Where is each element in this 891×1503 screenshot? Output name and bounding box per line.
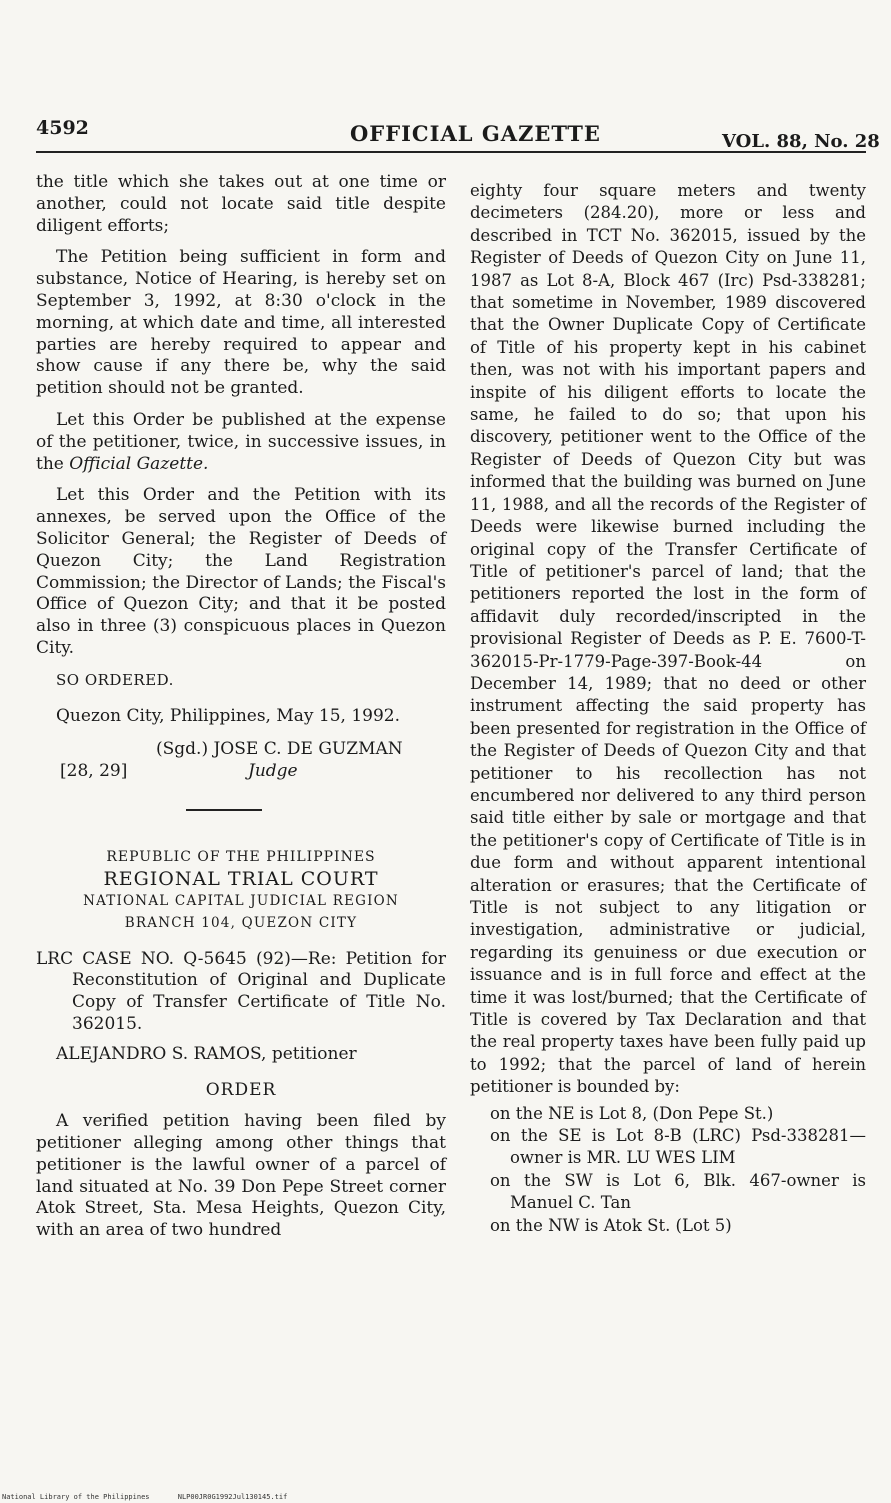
paragraph-petition: A verified petition having been filed by petitioner alleging among other things that petitioner is the lawful owner of a parcel of land situated at No. 39 Don Pepe Street corner Atok Street, Sta. Mesa Heights, Quezon City, with an area of two hundred [36,1111,446,1241]
court-branch: BRANCH 104, QUEZON CITY [124,914,358,931]
judge-title: Judge [248,761,298,782]
order-heading: ORDER [205,1079,277,1100]
paragraph-hearing: The Petition being sufficient in form and substance, Notice of Hearing, is hereby set on September 3, 1992, at 8:30 o'clock in the morning, at which date and time, all interested parties are hereby required to appear and show cause if any there be, why the said petition should not be granted. [36,247,446,399]
judge-signature: (Sgd.) JOSE C. DE GUZMAN [156,739,403,760]
scan-footer [2,1493,311,1501]
court-heading [36,847,446,934]
so-ordered: SO ORDERED. [56,670,174,689]
paragraph-publication: Let this Order be published at the expense of the petitioner, twice, in successive issues, in the Official Gazette. [36,409,446,474]
boundary-item: on the NE is Lot 8, (Don Pepe St.) [490,1103,774,1123]
paragraph-continued: the title which she takes out at one time or another, could not locate said title despite diligent efforts; [36,172,446,236]
gazette-name: Official Gazette. [69,453,209,474]
paragraph-petition-continued: eighty four square meters and twenty decimeters (284.20), more or less and described in TCT No. 362015, issued by the Register of Deeds of Quezon City on June 11, 1987 as Lot 8-A, Block 467 (Irc) Psd-338281; that sometime in November, 1989 discovered that the Owner Duplicate Copy of Certificate of Title of his property kept in his cabinet then, was not with his important papers and inspite of his diligent efforts to locate the same, he failed to do so; that upon his discovery, petitioner went to the Office of the Register of Deeds of Quezon City but was informed that the building was burned on June 11, 1988, and all the records of the Register of Deeds were likewise burned including the original copy of the Transfer Certificate of Title of petitioner's parcel of land; that the petitioners reported the lost in the form of affidavit duly recorded/inscripted in the provisional Register of Deeds as P. E. 7600-T-362015-Pr-1779-Page-397-Book-44 on December 14, 1989; that no deed or other instrument affecting the said property has been presented for registration in the Office of the Register of Deeds of Quezon City and that petitioner to his recollection has not encumbered nor delivered to any third person said title either by sale or mortgage and that the petitioner's copy of Certificate of Title is in due form and without apparent intentional alteration or erasures; that the Certificate of Title is not subject to any litigation or investigation, administrative or judicial, regarding its genuiness or due execution or issuance and is in full force and effect at the time it was lost/burned; that the Certificate of Title is covered by Tax Declaration and that the real property taxes have been fully paid up to 1992; that the parcel of land of herein petitioner is bounded by: [470,181,866,1097]
court-country: REPUBLIC OF THE PHILIPPINES [106,849,376,866]
court-region: NATIONAL CAPITAL JUDICIAL REGION [83,892,399,909]
petitioner-name: ALEJANDRO S. RAMOS, petitioner [56,1043,357,1064]
file-name: NLP00JR0G1992Jul130145.tif [177,1493,288,1501]
boundary-item: on the NW is Atok St. (Lot 5) [490,1215,732,1235]
signature-block [36,739,446,791]
right-column [470,180,866,1237]
section-divider [186,809,262,811]
boundaries-list [470,1103,866,1237]
left-column [36,172,446,1242]
paragraph-service: Let this Order and the Petition with its annexes, be served upon the Office of the Solicitor General; the Register of Deeds of Quezon City; the Land Registration Commission; the Director of Lands; the Fiscal's Office of Quezon City; and that it be posted also in three (3) conspicuous places in Quezon City. [36,485,446,658]
place-date: Quezon City, Philippines, May 15, 1992. [56,705,401,726]
boundary-item: on the SW is Lot 6, Blk. 467-owner is Manuel C. Tan [490,1170,866,1213]
publication-title: OFFICIAL GAZETTE [350,121,601,146]
case-title: LRC CASE NO. Q-5645 (92)—Re: Petition for Reconstitution of Original and Duplicate Copy of Transfer Certificate of Title No. 362015. [36,948,446,1034]
boundary-item: on the SE is Lot 8-B (LRC) Psd-338281—owner is MR. LU WES LIM [490,1126,866,1168]
volume-issue: VOL. 88, No. 28 [722,131,880,152]
page-number: 4592 [36,117,89,139]
court-name: REGIONAL TRIAL COURT [103,868,379,891]
library-credit: National Library of the Philippines [2,1493,150,1501]
header-rule [36,151,866,153]
issue-reference: [28, 29] [60,761,128,782]
